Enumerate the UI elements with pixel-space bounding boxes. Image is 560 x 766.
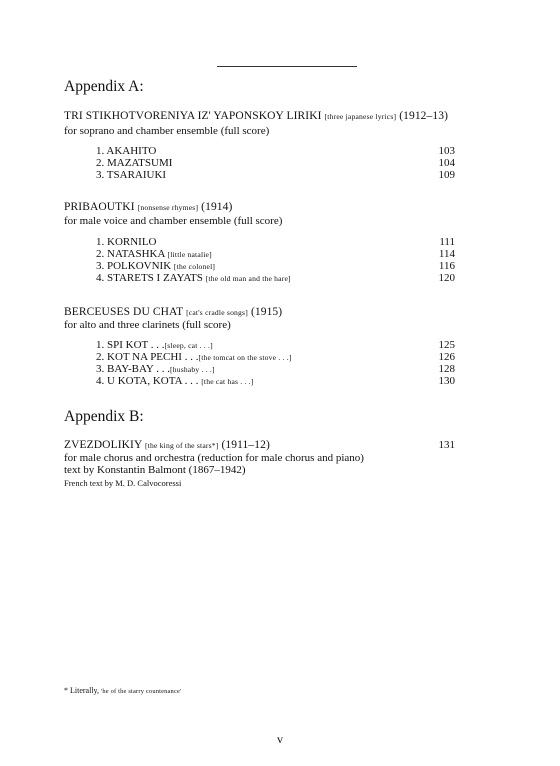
page-number: 104 <box>438 157 455 169</box>
footnote-prefix: * Literally, <box>64 686 100 695</box>
list-item: 3. BAY-BAY . . .[hushaby . . .] <box>96 363 215 375</box>
work-title-text: TRI STIKHOTVORENIYA IZ' YAPONSKOY LIRIKI <box>64 110 322 122</box>
page-number: 116 <box>438 260 455 272</box>
page-number: 109 <box>438 169 455 181</box>
appendix-a-heading: Appendix A: <box>64 78 144 95</box>
work-title-zvezdolikiy <box>64 439 270 451</box>
work-title-text: BERCEUSES DU CHAT <box>64 306 184 318</box>
work-date: (1911–12) <box>221 439 270 451</box>
text-credit: text by Konstantin Balmont (1867–1942) <box>64 464 246 476</box>
list-item: 1. SPI KOT . . .[sleep, cat . . .] <box>96 339 213 351</box>
footnote-text: 'he of the starry countenance' <box>101 688 182 695</box>
work-subtitle: [nonsense rhymes] <box>137 203 199 212</box>
list-item: 4. U KOTA, KOTA . . . [the cat has . . .] <box>96 375 254 387</box>
work-title-berceuses <box>64 306 282 318</box>
work-title-pribaoutki <box>64 201 232 213</box>
page-number: 114 <box>438 248 455 260</box>
appendix-b-heading: Appendix B: <box>64 408 144 425</box>
work-date: (1915) <box>250 306 283 318</box>
page-number: 103 <box>438 145 455 157</box>
french-text-credit: French text by M. D. Calvocoressi <box>64 478 182 488</box>
page-number: 131 <box>438 439 455 451</box>
list-item: 2. MAZATSUMI <box>96 157 173 169</box>
work-title-tri-stikhotvoreniya <box>64 110 448 122</box>
work-scoring: for male chorus and orchestra (reduction for male chorus and piano) <box>64 452 364 464</box>
page-number: 128 <box>438 363 455 375</box>
work-scoring: for alto and three clarinets (full score) <box>64 319 231 331</box>
work-scoring: for male voice and chamber ensemble (full score) <box>64 215 283 227</box>
list-item: 1. KORNILO <box>96 236 157 248</box>
work-date: (1914) <box>201 201 233 213</box>
work-title-text: PRIBAOUTKI <box>64 201 135 213</box>
page-number: 125 <box>438 339 455 351</box>
work-subtitle: [three japanese lyrics] <box>324 112 397 121</box>
work-subtitle: [the king of the stars*] <box>144 441 219 450</box>
footnote <box>64 686 181 695</box>
list-item: 4. STARETS I ZAYATS [the old man and the hare] <box>96 272 291 284</box>
page-number: 126 <box>438 351 455 363</box>
page-number: 120 <box>438 272 455 284</box>
page-folio: v <box>277 732 283 746</box>
list-item: 3. TSARAIUKI <box>96 169 167 181</box>
work-subtitle: [cat's cradle songs] <box>186 308 248 317</box>
list-item: 3. POLKOVNIK [the colonel] <box>96 260 216 272</box>
work-title-text: ZVEZDOLIKIY <box>64 439 142 451</box>
list-item: 2. KOT NA PECHI . . .[the tomcat on the stove . . .] <box>96 351 292 363</box>
list-item: 1. AKAHITO <box>96 145 157 157</box>
page-number: 130 <box>438 375 455 387</box>
page-number: 111 <box>439 236 455 248</box>
list-item: 2. NATASHKA [little natalie] <box>96 248 212 260</box>
work-date: (1912–13) <box>399 110 449 122</box>
work-scoring: for soprano and chamber ensemble (full score) <box>64 125 270 137</box>
top-rule <box>217 66 357 67</box>
